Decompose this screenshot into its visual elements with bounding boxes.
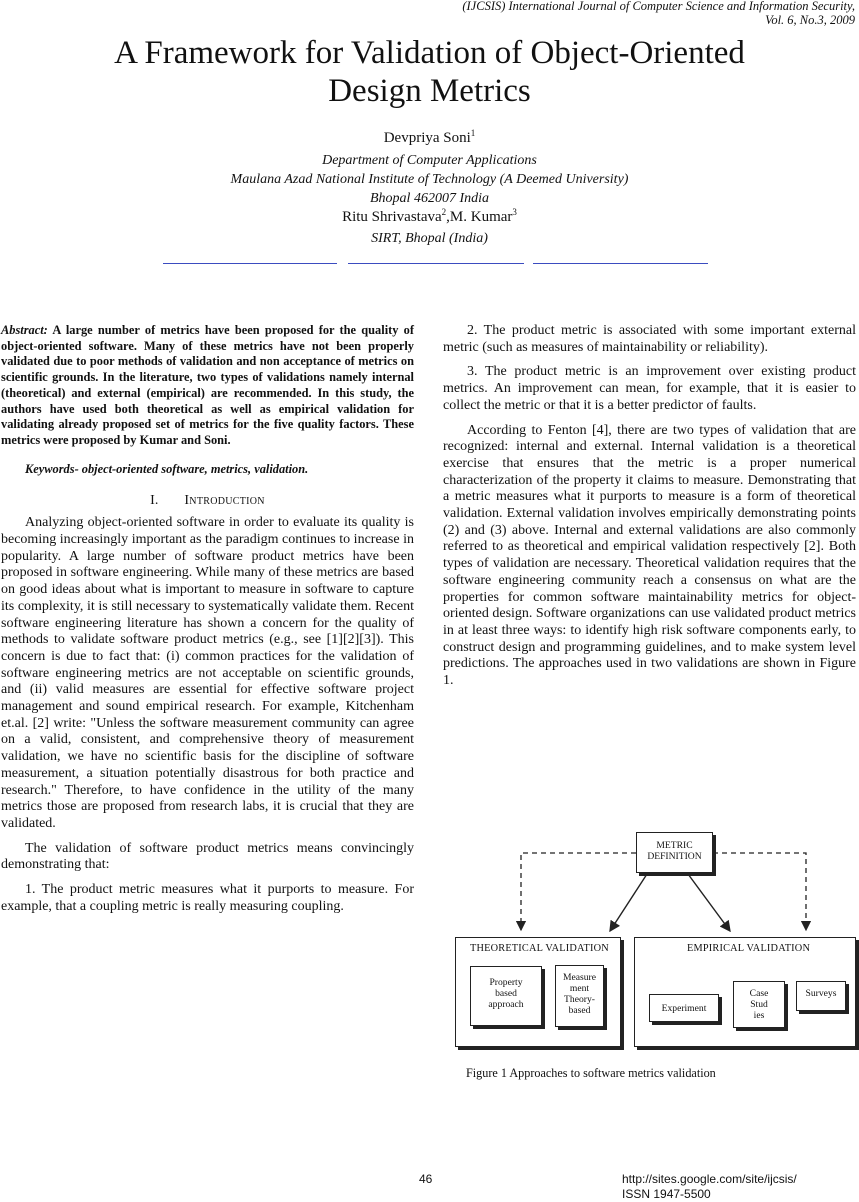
divider-rule-1 bbox=[163, 263, 337, 264]
section-number: I. bbox=[150, 492, 159, 508]
solid-arrow-left bbox=[610, 874, 647, 931]
figure-caption: Figure 1 Approaches to software metrics validation bbox=[466, 1066, 716, 1080]
page-number: 46 bbox=[419, 1172, 433, 1186]
property-line-3: approach bbox=[488, 999, 524, 1010]
measure-line-3: Theory- bbox=[564, 994, 595, 1005]
intro-paragraph-1: Analyzing object-oriented software in order to evaluate its quality is becoming increasingly important as the paradigm continues to increase in popularity. A large number of software product metrics have been proposed in software engineering. While many of these metrics are based on good ideas about what is important to measure in software to capture its complexity, it is still necessary to systematically validate them. Recent software engineering literature has shown a concern for the quality of methods to validate software product metrics (e.g., see [1][2][3]). This concern is due to fact that: (i) common practices for the validation of software engineering metrics are not acceptable on scientific grounds, and (ii) valid measures are essential for effective software project management and sound empirical research. For example, Kitchenham et.al. [2] write: "Unless the software measurement community can agree on a valid, consistent, and comprehensive theory of measurement validation, we have no scientific basis for the discipline of software measurement, a situation potentially disastrous for both practice and research." Therefore, to have confidence in the utility of the many metrics those are proposed from research labs, it is crucial that they are validated. bbox=[1, 515, 414, 831]
figure-1-diagram bbox=[452, 827, 859, 1055]
experiment-box bbox=[649, 994, 719, 1022]
author-3-name: ,M. Kumar bbox=[446, 209, 513, 225]
surveys-box bbox=[796, 981, 846, 1011]
measure-line-1: Measure bbox=[562, 972, 597, 983]
measure-line-4: based bbox=[568, 1005, 591, 1016]
author-1-name: Devpriya Soni bbox=[383, 130, 471, 146]
surveys-label: Surveys bbox=[805, 988, 837, 999]
measure-line-2: ment bbox=[569, 983, 590, 994]
intro-paragraph-3: 1. The product metric measures what it purports to measure. For example, that a coupling metric is really measuring coupling. bbox=[1, 882, 414, 914]
section-title: Introduction bbox=[184, 492, 265, 508]
section-heading bbox=[1, 493, 414, 510]
intro-paragraph-2: The validation of software product metrics means convincingly demonstrating that: bbox=[1, 840, 414, 873]
author-3-sup: 3 bbox=[512, 207, 517, 217]
abstract-text: A large number of metrics have been proposed for the quality of object-oriented software. Many of these metrics have not been properly validated due to poor methods of validation and non acceptance of metrics on scientific grounds. In the literature, two types of validations namely internal (theoretical) and external (empirical) are recommended. In this study, the authors have used both theoretical as well as empirical validation for validating already proposed set of metrics for the five quality factors. These metrics were proposed by Kumar and Soni. bbox=[1, 323, 414, 447]
abstract bbox=[1, 323, 414, 449]
author-2-name: Ritu Shrivastava bbox=[342, 209, 442, 225]
solid-arrow-right bbox=[688, 874, 730, 931]
case-line-3: ies bbox=[753, 1010, 765, 1021]
author-1 bbox=[0, 129, 859, 147]
property-line-1: Property bbox=[489, 977, 523, 988]
author-1-sup: 1 bbox=[470, 128, 476, 138]
footer-issn: ISSN 1947-5500 bbox=[622, 1187, 711, 1201]
experiment-label: Experiment bbox=[661, 1003, 707, 1014]
dashed-arrow-right bbox=[713, 853, 806, 930]
journal-header bbox=[462, 0, 855, 27]
measurement-theory-box bbox=[555, 965, 604, 1027]
journal-name: (IJCSIS) International Journal of Computer Science and Information Security, bbox=[462, 0, 855, 13]
case-line-2: Stud bbox=[750, 999, 768, 1010]
title-line-2: Design Metrics bbox=[328, 73, 531, 109]
case-line-1: Case bbox=[749, 988, 769, 999]
footer-url: http://sites.google.com/site/ijcsis/ bbox=[622, 1172, 797, 1186]
metric-line-1: METRIC bbox=[656, 840, 693, 851]
left-column bbox=[1, 323, 414, 924]
right-column bbox=[443, 323, 856, 698]
theoretical-label: THEORETICAL VALIDATION bbox=[470, 943, 609, 954]
affiliation-3: Bhopal 462007 India bbox=[370, 191, 489, 206]
right-paragraph-1: 2. The product metric is associated with some important external metric (such as measures of maintainability or reliability). bbox=[443, 323, 856, 355]
property-line-2: based bbox=[495, 988, 517, 999]
empirical-label: EMPIRICAL VALIDATION bbox=[687, 943, 811, 954]
authors-2-3 bbox=[0, 208, 859, 226]
keywords: Keywords- object-oriented software, metrics, validation. bbox=[25, 461, 309, 476]
author-2-sup: 2 bbox=[441, 207, 447, 217]
metric-line-2: DEFINITION bbox=[647, 851, 702, 862]
journal-volume: Vol. 6, No.3, 2009 bbox=[765, 13, 855, 27]
abstract-label: Abstract: bbox=[1, 323, 48, 337]
affiliation-4: SIRT, Bhopal (India) bbox=[371, 231, 488, 246]
metric-definition-box bbox=[636, 832, 713, 873]
affiliation-2: Maulana Azad National Institute of Technology (A Deemed University) bbox=[230, 172, 629, 187]
right-paragraph-2: 3. The product metric is an improvement over existing product metrics. An improvement can mean, for example, that it is easier to collect the metric or that it is a better predictor of faults. bbox=[443, 364, 856, 413]
property-based-box bbox=[470, 966, 542, 1026]
paper-title bbox=[0, 34, 859, 110]
divider-rule-3 bbox=[533, 263, 708, 264]
title-line-1: A Framework for Validation of Object-Oriented bbox=[114, 35, 745, 71]
affiliation-1: Department of Computer Applications bbox=[322, 153, 537, 168]
right-paragraph-3: According to Fenton [4], there are two types of validation that are recognized: internal and external. Internal validation is a theoretical exercise that ensures that the metric is a proper numerical characterization of the property it claims to measure. Demonstrating that a metric measures what it purports to measure is a form of theoretical validation. External validation involves empirically demonstrating points (2) and (3) above. Internal and external validations are also commonly referred to as theoretical and empirical validation respectively [2]. Both types of validation are necessary. Theoretical validation requires that the software engineering community reach a consensus on what are the properties for common software maintainability metrics for object-oriented design. Software organizations can use validated product metrics in at least three ways: to identify high risk software components early, to construct design and programming guidelines, and to make system level predictions. The approaches used in two validations are shown in Figure 1. bbox=[443, 422, 856, 689]
divider-rule-2 bbox=[348, 263, 524, 264]
case-studies-box bbox=[733, 981, 785, 1028]
